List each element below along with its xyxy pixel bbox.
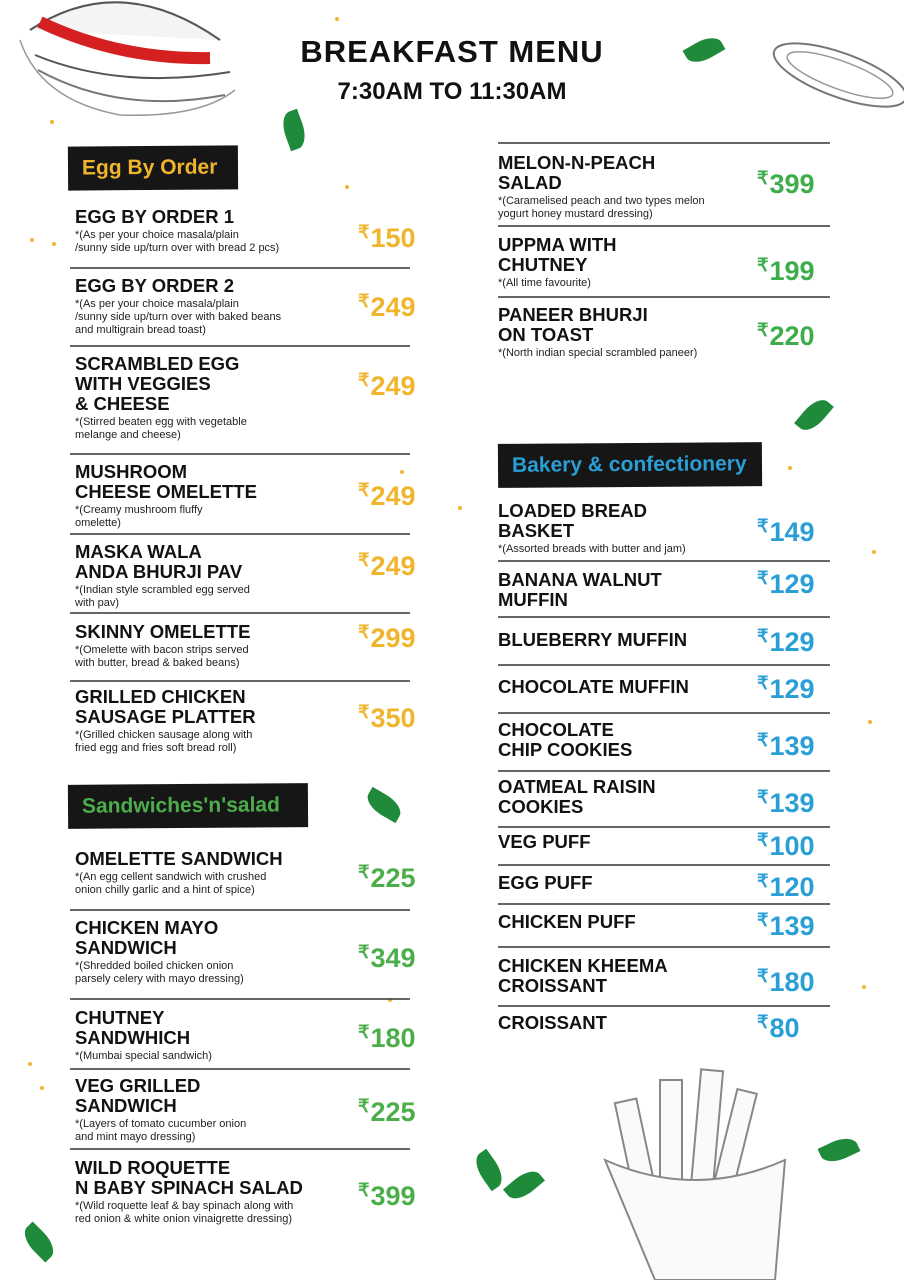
- divider: [70, 345, 410, 347]
- menu-item-name: CHICKEN PUFF: [498, 911, 636, 932]
- price-value: 150: [370, 223, 416, 253]
- rupee-symbol: ₹: [757, 255, 769, 275]
- menu-item: [498, 956, 749, 996]
- price-value: 139: [769, 731, 815, 761]
- menu-item-description: *(As per your choice masala/plain /sunny side up/turn over with bread 2 pcs): [75, 229, 280, 254]
- price-value: 120: [769, 872, 815, 902]
- menu-item-name: GRILLED CHICKEN SAUSAGE PLATTER: [75, 686, 256, 727]
- rupee-symbol: ₹: [358, 702, 370, 722]
- menu-item-price: [358, 291, 416, 323]
- rupee-symbol: ₹: [358, 622, 370, 642]
- menu-item-price: [358, 1022, 416, 1054]
- menu-item: [75, 918, 350, 986]
- price-value: 149: [769, 517, 815, 547]
- basil-leaf-icon: [278, 109, 310, 152]
- rupee-symbol: ₹: [358, 1022, 370, 1042]
- price-value: 249: [370, 551, 416, 581]
- divider: [70, 1148, 410, 1150]
- menu-item-description: *(Assorted breads with butter and jam): [498, 543, 686, 555]
- divider: [70, 612, 410, 614]
- menu-item-name: CROISSANT: [498, 1012, 607, 1033]
- menu-item-price: [757, 568, 815, 600]
- basil-leaf-icon: [503, 1165, 545, 1205]
- menu-item-description: *(Mumbai special sandwich): [75, 1050, 212, 1062]
- divider: [70, 453, 410, 455]
- menu-item-name: OATMEAL RAISIN COOKIES: [498, 776, 656, 817]
- basil-leaf-icon: [18, 1221, 59, 1262]
- menu-item: [75, 207, 350, 255]
- menu-item-description: *(An egg cellent sandwich with crushed onion chilly garlic and a hint of spice): [75, 871, 267, 896]
- menu-item-price: [757, 910, 815, 942]
- menu-item: [75, 354, 350, 442]
- menu-item-description: *(Wild roquette leaf & bay spinach along with red onion & white onion vinaigrette dressing): [75, 1200, 294, 1225]
- section-heading-label: Egg By Order: [81, 155, 218, 180]
- menu-item-name: SKINNY OMELETTE: [75, 621, 251, 642]
- menu-item-price: [757, 626, 815, 658]
- menu-item-description: *(Indian style scrambled egg served with pav): [75, 584, 250, 609]
- menu-item-price: [358, 222, 416, 254]
- fries-illustration: [585, 1050, 815, 1280]
- price-value: 129: [769, 569, 815, 599]
- divider: [498, 826, 830, 828]
- menu-item-name: EGG PUFF: [498, 872, 593, 893]
- price-value: 225: [370, 863, 416, 893]
- rupee-symbol: ₹: [358, 1096, 370, 1116]
- rupee-symbol: ₹: [757, 910, 769, 930]
- price-value: 399: [370, 1181, 416, 1211]
- price-value: 129: [769, 674, 815, 704]
- menu-item: [498, 305, 749, 360]
- menu-item-name: LOADED BREAD BASKET: [498, 500, 648, 541]
- section-heading-bakery: [498, 442, 762, 488]
- menu-item-price: [757, 1012, 800, 1044]
- menu-item-name: OMELETTE SANDWICH: [75, 848, 283, 869]
- divider: [498, 142, 830, 144]
- rupee-symbol: ₹: [757, 830, 769, 850]
- basil-leaf-icon: [470, 1149, 508, 1192]
- menu-item-price: [757, 966, 815, 998]
- menu-item-name: VEG GRILLED SANDWICH: [75, 1075, 201, 1116]
- menu-item-description: *(Creamy mushroom fluffy omelette): [75, 504, 203, 529]
- menu-item: [498, 235, 749, 290]
- price-value: 100: [769, 831, 815, 861]
- menu-item-price: [757, 320, 815, 352]
- divider: [70, 998, 410, 1000]
- menu-item: [75, 849, 350, 897]
- price-value: 249: [370, 292, 416, 322]
- price-value: 180: [370, 1023, 416, 1053]
- menu-item: [498, 570, 749, 610]
- menu-item-name: PANEER BHURJI ON TOAST: [498, 304, 648, 345]
- price-value: 249: [370, 481, 416, 511]
- divider: [498, 225, 830, 227]
- menu-item: [75, 542, 350, 610]
- menu-item: [75, 1076, 350, 1144]
- divider: [498, 664, 830, 666]
- menu-item-description: *(Layers of tomato cucumber onion and mint mayo dressing): [75, 1118, 247, 1143]
- menu-item: [498, 630, 749, 650]
- rupee-symbol: ₹: [358, 370, 370, 390]
- menu-item-price: [358, 622, 416, 654]
- menu-item-description: *(Caramelised peach and two types melon yogurt honey mustard dressing): [498, 195, 705, 220]
- rupee-symbol: ₹: [757, 673, 769, 693]
- menu-item-price: [757, 787, 815, 819]
- menu-item-name: WILD ROQUETTE N BABY SPINACH SALAD: [75, 1157, 303, 1198]
- menu-item-name: SCRAMBLED EGG WITH VEGGIES & CHEESE: [75, 353, 240, 414]
- menu-item-price: [757, 730, 815, 762]
- menu-item-price: [757, 830, 815, 862]
- menu-item: [75, 622, 350, 670]
- menu-item-name: BANANA WALNUT MUFFIN: [498, 569, 662, 610]
- menu-item-description: *(All time favourite): [498, 277, 591, 289]
- menu-item: [498, 153, 749, 221]
- rupee-symbol: ₹: [757, 1012, 769, 1032]
- price-value: 350: [370, 703, 416, 733]
- menu-item: [75, 1008, 350, 1063]
- menu-item-name: CHUTNEY SANDWHICH: [75, 1007, 191, 1048]
- menu-item-description: *(Omelette with bacon strips served with butter, bread & baked beans): [75, 644, 249, 669]
- menu-item-name: CHICKEN KHEEMA CROISSANT: [498, 955, 668, 996]
- rupee-symbol: ₹: [358, 862, 370, 882]
- menu-item: [498, 677, 749, 697]
- menu-hours: 7:30AM TO 11:30AM: [337, 78, 567, 105]
- divider: [498, 903, 830, 905]
- rupee-symbol: ₹: [757, 568, 769, 588]
- menu-item: [498, 1013, 749, 1033]
- menu-item-name: CHOCOLATE MUFFIN: [498, 676, 689, 697]
- section-heading-label: Sandwiches'n'salad: [81, 793, 280, 818]
- menu-item: [498, 912, 749, 932]
- menu-item-description: *(Stirred beaten egg with vegetable melange and cheese): [75, 416, 247, 441]
- divider: [70, 267, 410, 269]
- menu-item-name: EGG BY ORDER 2: [75, 275, 235, 296]
- price-value: 139: [769, 911, 815, 941]
- menu-item-name: BLUEBERRY MUFFIN: [498, 629, 688, 650]
- menu-item-price: [358, 942, 416, 974]
- basil-leaf-icon: [818, 1133, 861, 1167]
- price-value: 299: [370, 623, 416, 653]
- menu-item-price: [358, 1180, 416, 1212]
- menu-item-price: [757, 255, 815, 287]
- rupee-symbol: ₹: [757, 871, 769, 891]
- section-heading-sandwich: [68, 783, 308, 829]
- menu-item-price: [757, 871, 815, 903]
- menu-item-name: MELON-N-PEACH SALAD: [498, 152, 656, 193]
- rupee-symbol: ₹: [358, 222, 370, 242]
- basil-leaf-icon: [794, 394, 834, 436]
- rupee-symbol: ₹: [757, 966, 769, 986]
- divider: [498, 946, 830, 948]
- menu-item-price: [358, 480, 416, 512]
- divider: [70, 1068, 410, 1070]
- price-value: 199: [769, 256, 815, 286]
- rupee-symbol: ₹: [757, 320, 769, 340]
- price-value: 129: [769, 627, 815, 657]
- menu-item: [75, 276, 350, 337]
- section-heading-label: Bakery & confectionery: [511, 452, 747, 477]
- menu-item-price: [358, 370, 416, 402]
- price-value: 399: [769, 169, 815, 199]
- rupee-symbol: ₹: [757, 168, 769, 188]
- rupee-symbol: ₹: [757, 730, 769, 750]
- price-value: 180: [769, 967, 815, 997]
- menu-item-name: EGG BY ORDER 1: [75, 206, 235, 227]
- rupee-symbol: ₹: [358, 291, 370, 311]
- divider: [498, 296, 830, 298]
- divider: [498, 864, 830, 866]
- menu-item-price: [358, 1096, 416, 1128]
- menu-item: [498, 832, 749, 852]
- menu-item-price: [358, 550, 416, 582]
- menu-item: [498, 720, 749, 760]
- menu-item-name: CHOCOLATE CHIP COOKIES: [498, 719, 633, 760]
- divider: [498, 1005, 830, 1007]
- menu-item-name: MUSHROOM CHEESE OMELETTE: [75, 461, 257, 502]
- menu-item-price: [358, 862, 416, 894]
- divider: [498, 616, 830, 618]
- menu-item-name: VEG PUFF: [498, 831, 591, 852]
- price-value: 139: [769, 788, 815, 818]
- menu-item: [75, 462, 350, 530]
- rupee-symbol: ₹: [358, 550, 370, 570]
- menu-item-description: *(Grilled chicken sausage along with fried egg and fries soft bread roll): [75, 729, 253, 754]
- basil-leaf-icon: [363, 787, 406, 823]
- menu-item-description: *(North indian special scrambled paneer): [498, 347, 698, 359]
- section-heading-egg: [68, 145, 238, 190]
- menu-item-description: *(As per your choice masala/plain /sunny side up/turn over with baked beans and multigrain bread toast): [75, 298, 282, 336]
- menu-item: [498, 501, 749, 556]
- rupee-symbol: ₹: [757, 516, 769, 536]
- divider: [498, 770, 830, 772]
- rupee-symbol: ₹: [358, 942, 370, 962]
- menu-title: BREAKFAST MENU: [300, 34, 604, 69]
- menu-item: [498, 777, 749, 817]
- price-value: 349: [370, 943, 416, 973]
- menu-item-name: CHICKEN MAYO SANDWICH: [75, 917, 219, 958]
- menu-item-price: [757, 168, 815, 200]
- menu-item: [75, 1158, 350, 1226]
- price-value: 80: [769, 1013, 800, 1043]
- menu-item: [498, 873, 749, 893]
- rupee-symbol: ₹: [358, 1180, 370, 1200]
- menu-item-name: UPPMA WITH CHUTNEY: [498, 234, 617, 275]
- menu-item-description: *(Shredded boiled chicken onion parsely celery with mayo dressing): [75, 960, 244, 985]
- divider: [70, 909, 410, 911]
- divider: [70, 680, 410, 682]
- price-value: 220: [769, 321, 815, 351]
- menu-item-price: [757, 516, 815, 548]
- menu-item-price: [358, 702, 416, 734]
- price-value: 225: [370, 1097, 416, 1127]
- divider: [70, 533, 410, 535]
- menu-item-name: MASKA WALA ANDA BHURJI PAV: [75, 541, 243, 582]
- divider: [498, 712, 830, 714]
- rupee-symbol: ₹: [757, 787, 769, 807]
- menu-item-price: [757, 673, 815, 705]
- divider: [498, 560, 830, 562]
- price-value: 249: [370, 371, 416, 401]
- menu-item: [75, 687, 350, 755]
- rupee-symbol: ₹: [358, 480, 370, 500]
- rupee-symbol: ₹: [757, 626, 769, 646]
